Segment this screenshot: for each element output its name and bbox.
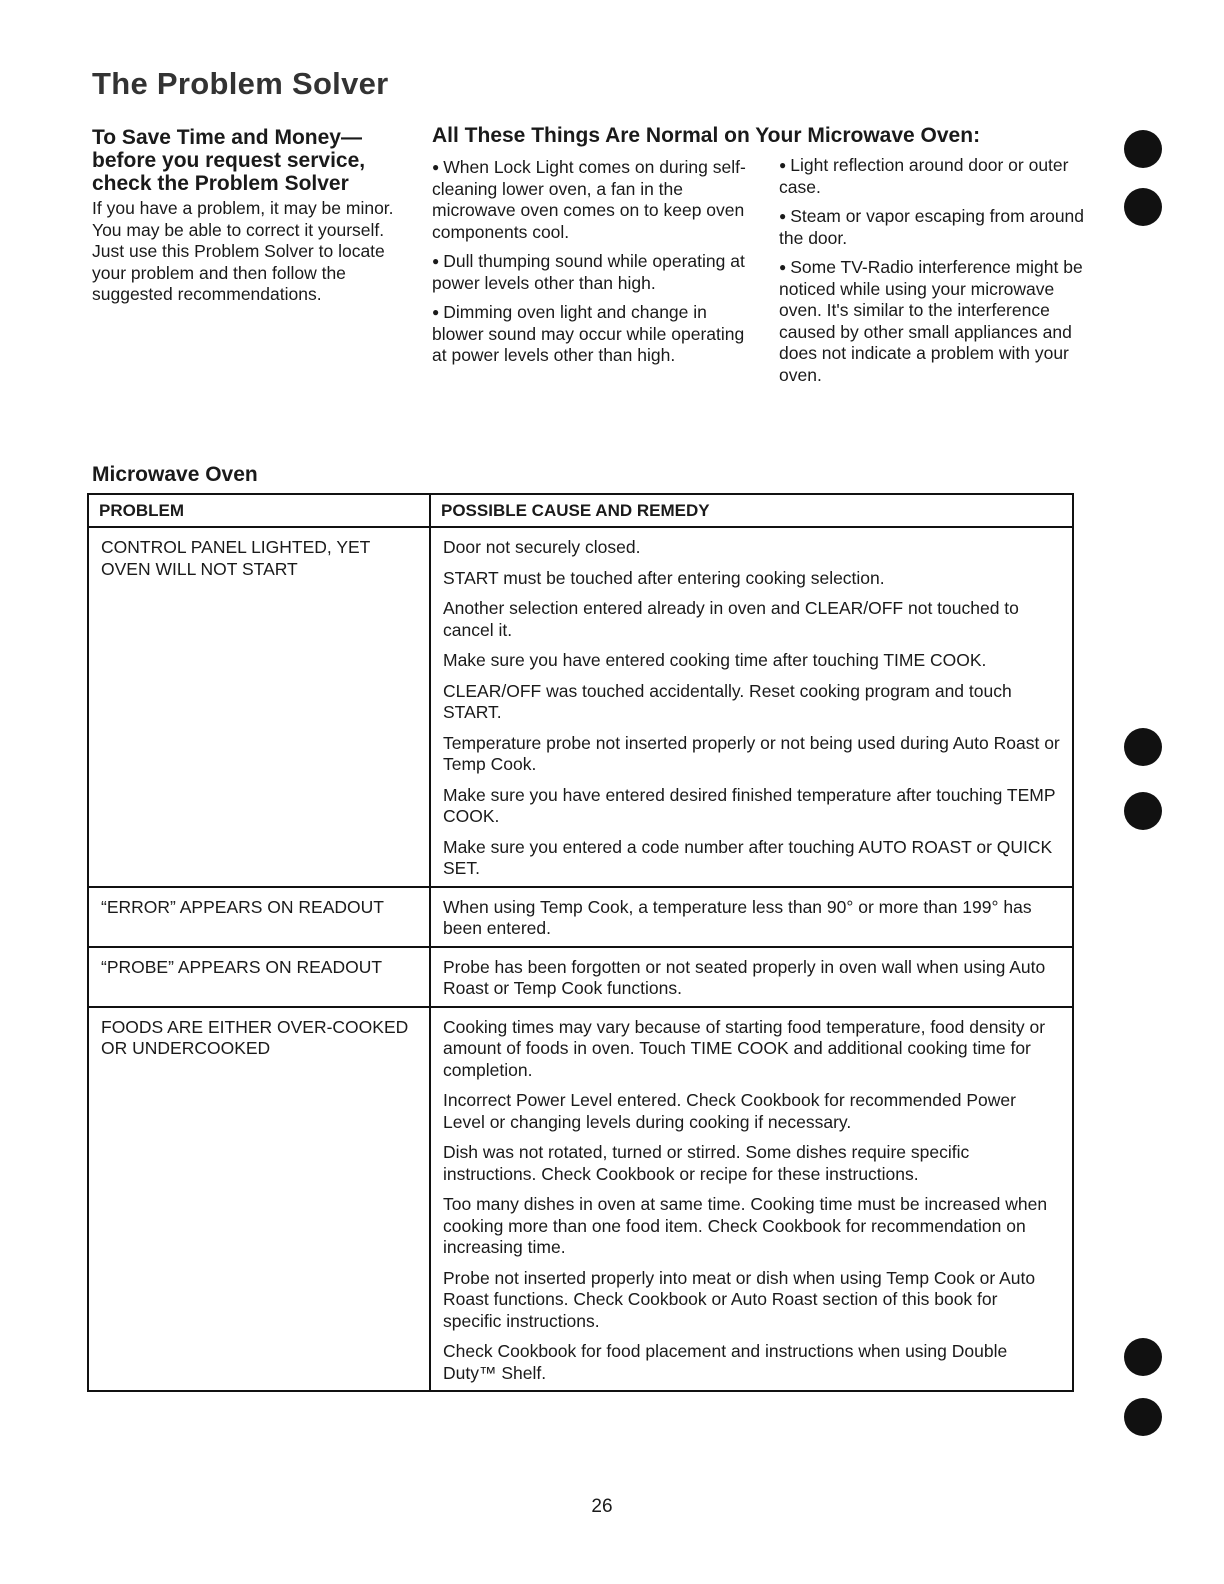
problem-cell <box>88 887 430 947</box>
problem-text: FOODS ARE EITHER OVER-COOKED OR UNDERCOOKED <box>101 1016 409 1058</box>
section-title: Microwave Oven <box>92 463 258 486</box>
binder-hole-icon <box>1124 188 1162 226</box>
normal-item: ● Light reflection around door or outer case. <box>779 155 1069 197</box>
problem-text: “PROBE” APPEARS ON READOUT <box>101 956 383 977</box>
remedy-item: Make sure you have entered desired finished temperature after touching TEMP COOK. <box>443 784 1056 826</box>
remedy-item: When using Temp Cook, a temperature less than 90° or more than 199° has been entered. <box>443 896 1032 938</box>
table-row <box>88 887 1073 947</box>
bullet-icon: ● <box>432 254 440 268</box>
remedy-item: Another selection entered already in oven and CLEAR/OFF not touched to cancel it. <box>443 598 1019 640</box>
intro-body: If you have a problem, it may be minor. You may be able to correct it yourself. Just use this Problem Solver to locate your problem and then follow the suggested recommendations. <box>92 198 394 304</box>
remedy-item: Make sure you have entered cooking time after touching TIME COOK. <box>443 650 987 670</box>
remedy-item: Door not securely closed. <box>443 537 641 557</box>
remedy-item: Cooking times may vary because of starting food temperature, food density or amount of foods in oven. Touch TIME COOK and additional cooking time for completion. <box>443 1016 1046 1080</box>
bullet-icon: ● <box>432 160 440 174</box>
remedy-item: START must be touched after entering cooking selection. <box>443 567 885 588</box>
normal-item: ● Steam or vapor escaping from around the door. <box>779 206 1085 248</box>
remedy-cell <box>430 1007 1073 1392</box>
normal-item: ● Dull thumping sound while operating at power levels other than high. <box>432 251 745 293</box>
column-header-problem: PROBLEM <box>88 494 430 527</box>
normal-item: ● When Lock Light comes on during self-cleaning lower oven, a fan in the microwave oven comes on to keep oven components cool. <box>432 157 746 242</box>
binder-hole-icon <box>1124 130 1162 168</box>
problem-cell <box>88 947 430 1007</box>
remedy-item: Probe has been forgotten or not seated properly in oven wall when using Auto Roast or Temp Cook functions. <box>443 956 1046 998</box>
remedy-item: Probe not inserted properly into meat or dish when using Temp Cook or Auto Roast functions. Check Cookbook or Auto Roast section of this book for specific instructions. <box>443 1267 1036 1331</box>
normal-item: ● Some TV-Radio interference might be noticed while using your microwave oven. It's similar to the interference caused by other small appliances and does not indicate a problem with your oven. <box>779 257 1083 385</box>
remedy-cell <box>430 527 1073 887</box>
remedy-item: CLEAR/OFF was touched accidentally. Reset cooking program and touch START. <box>443 680 1012 722</box>
problem-text: CONTROL PANEL LIGHTED, YET OVEN WILL NOT START <box>101 537 371 579</box>
bullet-icon: ● <box>779 158 787 172</box>
normal-things-heading: All These Things Are Normal on Your Microwave Oven: <box>432 124 981 147</box>
binder-hole-icon <box>1124 728 1162 766</box>
table-row <box>88 527 1073 887</box>
bullet-icon: ● <box>779 209 787 223</box>
column-header-remedy: POSSIBLE CAUSE AND REMEDY <box>430 494 1073 527</box>
remedy-item: Make sure you entered a code number after touching AUTO ROAST or QUICK SET. <box>443 836 1053 878</box>
binder-hole-icon <box>1124 792 1162 830</box>
problem-text: “ERROR” APPEARS ON READOUT <box>101 896 384 917</box>
table-row <box>88 947 1073 1007</box>
problem-cell <box>88 527 430 887</box>
remedy-cell <box>430 947 1073 1007</box>
problem-solver-table <box>87 493 1074 1392</box>
intro-heading: To Save Time and Money— before you request service, check the Problem Solver <box>92 126 366 195</box>
remedy-item: Too many dishes in oven at same time. Cooking time must be increased when cooking more than one food item. Check Cookbook for recommendation on increasing time. <box>443 1194 1048 1257</box>
bullet-icon: ● <box>432 305 440 319</box>
table-header-row <box>88 494 1073 527</box>
normal-list-left <box>432 157 752 375</box>
normal-item: ● Dimming oven light and change in blower sound may occur while operating at power levels other than high. <box>432 302 745 365</box>
remedy-cell <box>430 887 1073 947</box>
page-title: The Problem Solver <box>92 66 389 101</box>
bullet-icon: ● <box>779 260 787 274</box>
binder-hole-icon <box>1124 1338 1162 1376</box>
problem-cell <box>88 1007 430 1392</box>
table-row <box>88 1007 1073 1392</box>
remedy-item: Dish was not rotated, turned or stirred. Some dishes require specific instructions. Check Cookbook or recipe for these instructions. <box>443 1142 970 1184</box>
binder-hole-icon <box>1124 1398 1162 1436</box>
normal-list-right <box>779 155 1089 394</box>
intro-block <box>92 126 404 306</box>
remedy-item: Temperature probe not inserted properly or not being used during Auto Roast or Temp Cook. <box>443 732 1060 774</box>
remedy-item: Incorrect Power Level entered. Check Cookbook for recommended Power Level or changing levels during cooking if necessary. <box>443 1090 1016 1132</box>
page-number: 26 <box>591 1496 613 1517</box>
remedy-item: Check Cookbook for food placement and instructions when using Double Duty™ Shelf. <box>443 1341 1008 1383</box>
